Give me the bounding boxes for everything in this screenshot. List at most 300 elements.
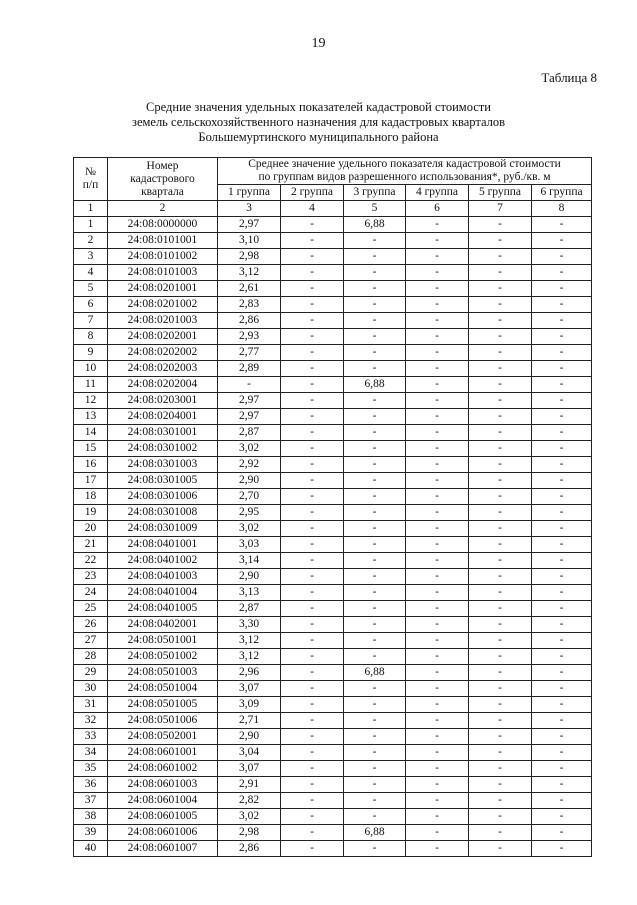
group2-value-cell: -	[281, 601, 344, 617]
group1-value-cell: 3,13	[218, 585, 281, 601]
column-number: 8	[532, 201, 592, 217]
group5-value-cell: -	[469, 473, 532, 489]
group5-value-cell: -	[469, 297, 532, 313]
group2-value-cell: -	[281, 553, 344, 569]
group4-value-cell: -	[406, 585, 469, 601]
table-row	[74, 681, 592, 697]
group1-value-cell: 2,86	[218, 313, 281, 329]
group6-value-cell: -	[532, 665, 592, 681]
group4-value-cell: -	[406, 329, 469, 345]
group6-value-cell: -	[532, 361, 592, 377]
group1-value-cell: 2,95	[218, 505, 281, 521]
group6-value-cell: -	[532, 777, 592, 793]
group3-value-cell: -	[344, 681, 406, 697]
group1-value-cell: 2,98	[218, 825, 281, 841]
group6-value-cell: -	[532, 393, 592, 409]
group3-value-cell: -	[344, 505, 406, 521]
row-number-cell: 35	[74, 761, 108, 777]
group2-value-cell: -	[281, 585, 344, 601]
group2-value-cell: -	[281, 297, 344, 313]
group2-value-cell: -	[281, 697, 344, 713]
table-row	[74, 345, 592, 361]
table-row	[74, 265, 592, 281]
row-number-cell: 17	[74, 473, 108, 489]
group1-value-cell: 3,30	[218, 617, 281, 633]
table-row	[74, 825, 592, 841]
group2-value-cell: -	[281, 489, 344, 505]
group3-value-cell: -	[344, 649, 406, 665]
table-row	[74, 505, 592, 521]
table-row	[74, 601, 592, 617]
row-number-cell: 11	[74, 377, 108, 393]
group3-value-cell: -	[344, 361, 406, 377]
row-number-cell: 13	[74, 409, 108, 425]
table-row	[74, 489, 592, 505]
group5-value-cell: -	[469, 233, 532, 249]
group5-value-cell: -	[469, 729, 532, 745]
group1-value-cell: 2,87	[218, 601, 281, 617]
group1-value-cell: 2,89	[218, 361, 281, 377]
group1-value-cell: 2,90	[218, 473, 281, 489]
quarter-number-cell: 24:08:0601007	[108, 841, 218, 857]
row-number-cell: 2	[74, 233, 108, 249]
group4-value-cell: -	[406, 361, 469, 377]
group6-value-cell: -	[532, 649, 592, 665]
group2-value-cell: -	[281, 761, 344, 777]
row-number-cell: 1	[74, 217, 108, 233]
group6-value-cell: -	[532, 697, 592, 713]
group1-value-cell: 3,12	[218, 265, 281, 281]
group1-value-cell: 3,14	[218, 553, 281, 569]
column-number: 6	[406, 201, 469, 217]
header-quarter-number	[108, 158, 218, 201]
row-number-cell: 29	[74, 665, 108, 681]
group3-value-cell: 6,88	[344, 665, 406, 681]
group6-value-cell: -	[532, 489, 592, 505]
group4-value-cell: -	[406, 409, 469, 425]
title-line: Большемуртинского муниципального района	[198, 130, 439, 144]
group5-value-cell: -	[469, 713, 532, 729]
group6-value-cell: -	[532, 617, 592, 633]
table-row	[74, 233, 592, 249]
table-row	[74, 617, 592, 633]
row-number-cell: 26	[74, 617, 108, 633]
group5-value-cell: -	[469, 329, 532, 345]
group4-value-cell: -	[406, 537, 469, 553]
group4-value-cell: -	[406, 281, 469, 297]
group2-value-cell: -	[281, 313, 344, 329]
group5-value-cell: -	[469, 825, 532, 841]
group3-value-cell: -	[344, 409, 406, 425]
group1-value-cell: 3,04	[218, 745, 281, 761]
group3-value-cell: -	[344, 473, 406, 489]
group2-value-cell: -	[281, 665, 344, 681]
table-row	[74, 249, 592, 265]
header-group: 4 группа	[406, 185, 469, 201]
group6-value-cell: -	[532, 713, 592, 729]
group3-value-cell: -	[344, 457, 406, 473]
group5-value-cell: -	[469, 745, 532, 761]
group3-value-cell: -	[344, 713, 406, 729]
document-title	[0, 100, 637, 145]
group3-value-cell: -	[344, 601, 406, 617]
group4-value-cell: -	[406, 617, 469, 633]
header-average-line2: по группам видов разрешенного использования*, руб./кв. м	[258, 171, 551, 183]
quarter-number-cell: 24:08:0201002	[108, 297, 218, 313]
row-number-cell: 14	[74, 425, 108, 441]
group4-value-cell: -	[406, 825, 469, 841]
table-row	[74, 553, 592, 569]
group5-value-cell: -	[469, 281, 532, 297]
group1-value-cell: 2,86	[218, 841, 281, 857]
table-row	[74, 217, 592, 233]
group2-value-cell: -	[281, 345, 344, 361]
row-number-cell: 12	[74, 393, 108, 409]
group1-value-cell: 2,90	[218, 569, 281, 585]
header-group: 3 группа	[344, 185, 406, 201]
title-line: земель сельскохозяйственного назначения для кадастровых кварталов	[132, 115, 505, 129]
row-number-cell: 6	[74, 297, 108, 313]
group6-value-cell: -	[532, 329, 592, 345]
group1-value-cell: 2,92	[218, 457, 281, 473]
group3-value-cell: -	[344, 393, 406, 409]
table-row	[74, 393, 592, 409]
quarter-number-cell: 24:08:0301009	[108, 521, 218, 537]
quarter-number-cell: 24:08:0202003	[108, 361, 218, 377]
group5-value-cell: -	[469, 601, 532, 617]
table-row	[74, 729, 592, 745]
table-row	[74, 377, 592, 393]
group1-value-cell: 3,07	[218, 761, 281, 777]
quarter-number-cell: 24:08:0101002	[108, 249, 218, 265]
group5-value-cell: -	[469, 345, 532, 361]
row-number-cell: 25	[74, 601, 108, 617]
group1-value-cell: 3,09	[218, 697, 281, 713]
quarter-number-cell: 24:08:0401004	[108, 585, 218, 601]
group3-value-cell: -	[344, 329, 406, 345]
group2-value-cell: -	[281, 281, 344, 297]
group4-value-cell: -	[406, 313, 469, 329]
group2-value-cell: -	[281, 649, 344, 665]
quarter-number-cell: 24:08:0601006	[108, 825, 218, 841]
table-row	[74, 665, 592, 681]
quarter-number-cell: 24:08:0101003	[108, 265, 218, 281]
group5-value-cell: -	[469, 665, 532, 681]
group3-value-cell: -	[344, 777, 406, 793]
group6-value-cell: -	[532, 793, 592, 809]
table-row	[74, 649, 592, 665]
quarter-number-cell: 24:08:0401002	[108, 553, 218, 569]
row-number-cell: 24	[74, 585, 108, 601]
group5-value-cell: -	[469, 457, 532, 473]
group2-value-cell: -	[281, 409, 344, 425]
group4-value-cell: -	[406, 809, 469, 825]
header-average-value	[218, 158, 592, 185]
group2-value-cell: -	[281, 633, 344, 649]
group2-value-cell: -	[281, 809, 344, 825]
group1-value-cell: 2,93	[218, 329, 281, 345]
group6-value-cell: -	[532, 745, 592, 761]
group5-value-cell: -	[469, 585, 532, 601]
group3-value-cell: -	[344, 569, 406, 585]
group2-value-cell: -	[281, 233, 344, 249]
group4-value-cell: -	[406, 489, 469, 505]
quarter-number-cell: 24:08:0202004	[108, 377, 218, 393]
group3-value-cell: -	[344, 553, 406, 569]
group5-value-cell: -	[469, 681, 532, 697]
group6-value-cell: -	[532, 825, 592, 841]
group3-value-cell: -	[344, 441, 406, 457]
column-number: 7	[469, 201, 532, 217]
group5-value-cell: -	[469, 537, 532, 553]
table-row	[74, 329, 592, 345]
group5-value-cell: -	[469, 425, 532, 441]
table-row	[74, 361, 592, 377]
group6-value-cell: -	[532, 457, 592, 473]
group3-value-cell: -	[344, 841, 406, 857]
group3-value-cell: -	[344, 345, 406, 361]
quarter-number-cell: 24:08:0501005	[108, 697, 218, 713]
row-number-cell: 7	[74, 313, 108, 329]
header-group: 6 группа	[532, 185, 592, 201]
group6-value-cell: -	[532, 505, 592, 521]
column-number: 1	[74, 201, 108, 217]
group1-value-cell: 3,02	[218, 809, 281, 825]
group5-value-cell: -	[469, 633, 532, 649]
group6-value-cell: -	[532, 473, 592, 489]
table-row	[74, 521, 592, 537]
group5-value-cell: -	[469, 249, 532, 265]
quarter-number-cell: 24:08:0301008	[108, 505, 218, 521]
group6-value-cell: -	[532, 377, 592, 393]
group6-value-cell: -	[532, 809, 592, 825]
quarter-number-cell: 24:08:0401003	[108, 569, 218, 585]
quarter-number-cell: 24:08:0501002	[108, 649, 218, 665]
row-number-cell: 23	[74, 569, 108, 585]
row-number-cell: 31	[74, 697, 108, 713]
table-row	[74, 793, 592, 809]
group3-value-cell: -	[344, 313, 406, 329]
quarter-number-cell: 24:08:0301005	[108, 473, 218, 489]
column-number-row	[74, 201, 592, 217]
group6-value-cell: -	[532, 297, 592, 313]
group2-value-cell: -	[281, 473, 344, 489]
row-number-cell: 39	[74, 825, 108, 841]
group4-value-cell: -	[406, 249, 469, 265]
row-number-cell: 15	[74, 441, 108, 457]
group4-value-cell: -	[406, 233, 469, 249]
row-number-cell: 3	[74, 249, 108, 265]
table-label: Таблица 8	[541, 70, 597, 85]
quarter-number-cell: 24:08:0202001	[108, 329, 218, 345]
group4-value-cell: -	[406, 633, 469, 649]
group1-value-cell: 2,96	[218, 665, 281, 681]
group5-value-cell: -	[469, 441, 532, 457]
column-number: 4	[281, 201, 344, 217]
group2-value-cell: -	[281, 441, 344, 457]
row-number-cell: 30	[74, 681, 108, 697]
group4-value-cell: -	[406, 681, 469, 697]
table-row	[74, 809, 592, 825]
group6-value-cell: -	[532, 441, 592, 457]
group5-value-cell: -	[469, 217, 532, 233]
group1-value-cell: 3,02	[218, 521, 281, 537]
group6-value-cell: -	[532, 569, 592, 585]
group5-value-cell: -	[469, 265, 532, 281]
table-row	[74, 841, 592, 857]
group1-value-cell: 3,07	[218, 681, 281, 697]
group1-value-cell: 2,70	[218, 489, 281, 505]
group3-value-cell: -	[344, 633, 406, 649]
group2-value-cell: -	[281, 793, 344, 809]
group2-value-cell: -	[281, 265, 344, 281]
quarter-number-cell: 24:08:0301006	[108, 489, 218, 505]
row-number-cell: 38	[74, 809, 108, 825]
group2-value-cell: -	[281, 521, 344, 537]
group4-value-cell: -	[406, 601, 469, 617]
group6-value-cell: -	[532, 249, 592, 265]
group5-value-cell: -	[469, 393, 532, 409]
group2-value-cell: -	[281, 841, 344, 857]
group3-value-cell: -	[344, 249, 406, 265]
group3-value-cell: -	[344, 425, 406, 441]
group4-value-cell: -	[406, 441, 469, 457]
row-number-cell: 32	[74, 713, 108, 729]
group1-value-cell: 2,91	[218, 777, 281, 793]
group3-value-cell: -	[344, 761, 406, 777]
group3-value-cell: -	[344, 697, 406, 713]
group4-value-cell: -	[406, 553, 469, 569]
quarter-number-cell: 24:08:0204001	[108, 409, 218, 425]
cadastral-value-table	[73, 157, 592, 857]
quarter-number-cell: 24:08:0202002	[108, 345, 218, 361]
table-row	[74, 409, 592, 425]
group3-value-cell: -	[344, 793, 406, 809]
group2-value-cell: -	[281, 745, 344, 761]
quarter-number-cell: 24:08:0501001	[108, 633, 218, 649]
table-row	[74, 441, 592, 457]
quarter-number-cell: 24:08:0501006	[108, 713, 218, 729]
group4-value-cell: -	[406, 745, 469, 761]
quarter-number-cell: 24:08:0000000	[108, 217, 218, 233]
group3-value-cell: 6,88	[344, 377, 406, 393]
group1-value-cell: 2,82	[218, 793, 281, 809]
group4-value-cell: -	[406, 793, 469, 809]
group2-value-cell: -	[281, 457, 344, 473]
group4-value-cell: -	[406, 729, 469, 745]
table-row	[74, 473, 592, 489]
column-number: 2	[108, 201, 218, 217]
group2-value-cell: -	[281, 617, 344, 633]
group1-value-cell: 2,77	[218, 345, 281, 361]
group5-value-cell: -	[469, 841, 532, 857]
group4-value-cell: -	[406, 393, 469, 409]
group2-value-cell: -	[281, 249, 344, 265]
group1-value-cell: 2,97	[218, 409, 281, 425]
row-number-cell: 9	[74, 345, 108, 361]
quarter-number-cell: 24:08:0402001	[108, 617, 218, 633]
group2-value-cell: -	[281, 393, 344, 409]
group6-value-cell: -	[532, 233, 592, 249]
group3-value-cell: -	[344, 617, 406, 633]
group3-value-cell: -	[344, 233, 406, 249]
table-row	[74, 313, 592, 329]
group3-value-cell: -	[344, 489, 406, 505]
group2-value-cell: -	[281, 361, 344, 377]
quarter-number-cell: 24:08:0201003	[108, 313, 218, 329]
quarter-number-cell: 24:08:0601002	[108, 761, 218, 777]
quarter-number-cell: 24:08:0501003	[108, 665, 218, 681]
group6-value-cell: -	[532, 425, 592, 441]
table-row	[74, 633, 592, 649]
group6-value-cell: -	[532, 761, 592, 777]
group3-value-cell: -	[344, 265, 406, 281]
quarter-number-cell: 24:08:0601004	[108, 793, 218, 809]
group2-value-cell: -	[281, 777, 344, 793]
row-number-cell: 8	[74, 329, 108, 345]
group4-value-cell: -	[406, 377, 469, 393]
quarter-number-cell: 24:08:0101001	[108, 233, 218, 249]
header-row-number	[74, 158, 108, 201]
group4-value-cell: -	[406, 345, 469, 361]
group5-value-cell: -	[469, 649, 532, 665]
group4-value-cell: -	[406, 425, 469, 441]
group5-value-cell: -	[469, 521, 532, 537]
group3-value-cell: -	[344, 585, 406, 601]
group5-value-cell: -	[469, 377, 532, 393]
table-row	[74, 297, 592, 313]
quarter-number-cell: 24:08:0401001	[108, 537, 218, 553]
group6-value-cell: -	[532, 265, 592, 281]
group5-value-cell: -	[469, 409, 532, 425]
table-row	[74, 713, 592, 729]
group1-value-cell: 3,12	[218, 633, 281, 649]
quarter-number-cell: 24:08:0401005	[108, 601, 218, 617]
group4-value-cell: -	[406, 841, 469, 857]
row-number-cell: 28	[74, 649, 108, 665]
group5-value-cell: -	[469, 761, 532, 777]
group3-value-cell: -	[344, 521, 406, 537]
group4-value-cell: -	[406, 265, 469, 281]
group3-value-cell: -	[344, 537, 406, 553]
group2-value-cell: -	[281, 537, 344, 553]
group1-value-cell: 2,90	[218, 729, 281, 745]
quarter-number-cell: 24:08:0301001	[108, 425, 218, 441]
group1-value-cell: 2,83	[218, 297, 281, 313]
header-quarter-label: Номер кадастрового квартала	[130, 159, 195, 198]
row-number-cell: 5	[74, 281, 108, 297]
group1-value-cell: 2,61	[218, 281, 281, 297]
group6-value-cell: -	[532, 537, 592, 553]
group5-value-cell: -	[469, 809, 532, 825]
group5-value-cell: -	[469, 553, 532, 569]
table-row	[74, 745, 592, 761]
group4-value-cell: -	[406, 505, 469, 521]
title-line: Средние значения удельных показателей кадастровой стоимости	[146, 100, 491, 114]
group1-value-cell: 2,97	[218, 393, 281, 409]
group5-value-cell: -	[469, 505, 532, 521]
quarter-number-cell: 24:08:0502001	[108, 729, 218, 745]
group4-value-cell: -	[406, 569, 469, 585]
group6-value-cell: -	[532, 521, 592, 537]
group4-value-cell: -	[406, 217, 469, 233]
group4-value-cell: -	[406, 473, 469, 489]
row-number-cell: 37	[74, 793, 108, 809]
group6-value-cell: -	[532, 841, 592, 857]
group5-value-cell: -	[469, 489, 532, 505]
table-row	[74, 537, 592, 553]
quarter-number-cell: 24:08:0601001	[108, 745, 218, 761]
